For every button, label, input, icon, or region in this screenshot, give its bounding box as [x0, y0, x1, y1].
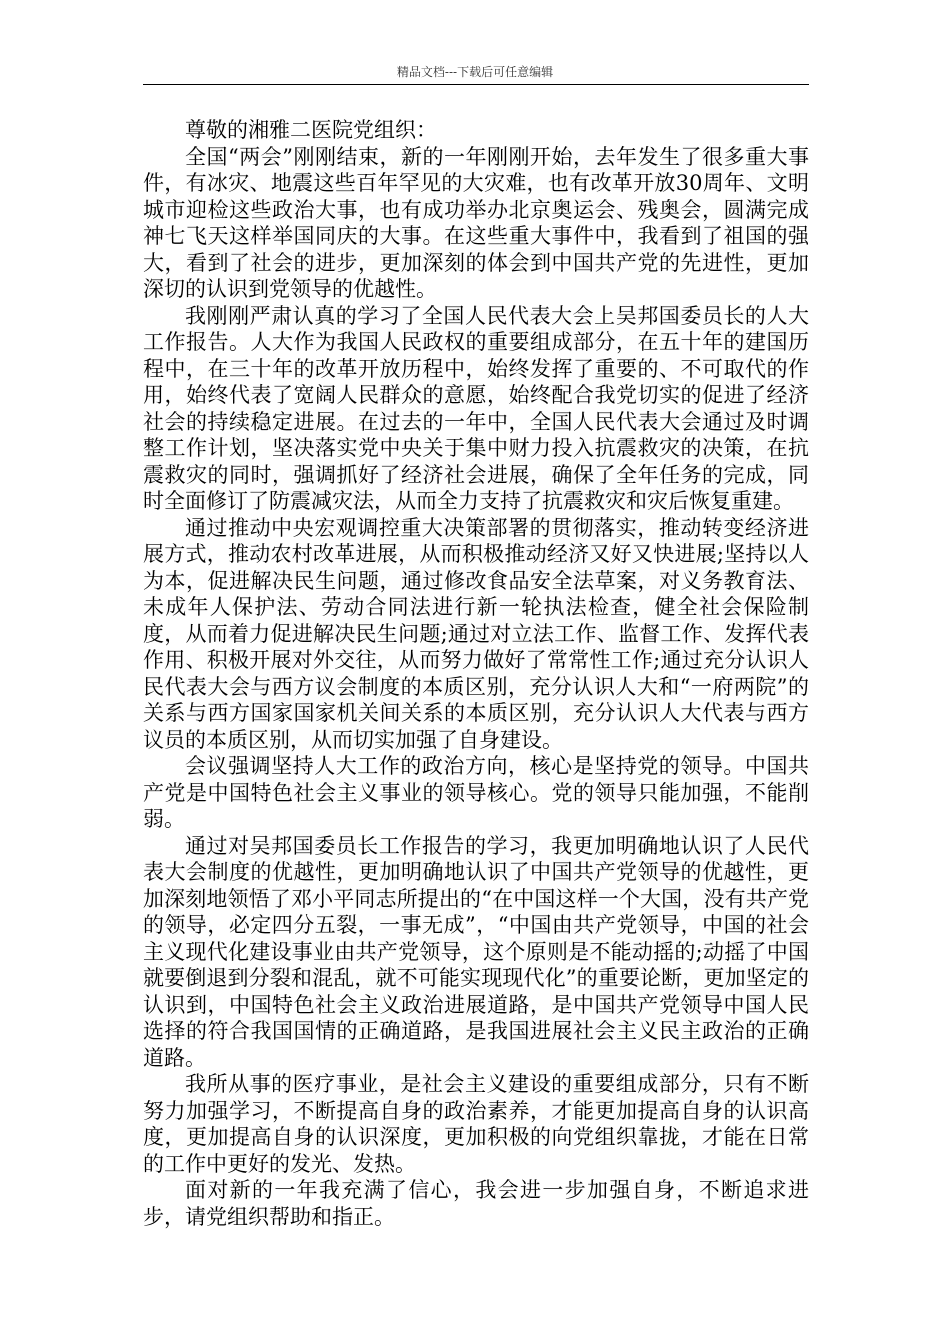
paragraph: 通过对吴邦国委员长工作报告的学习，我更加明确地认识了人民代表大会制度的优越性，更加明确地认识了中国共产党领导的优越性，更加深刻地领悟了邓小平同志所提出的“在中国这样一个大国，没有共产党的领导，必定四分五裂，一事无成”，“中国由共产党领导，中国的社会主义现代化建设事业由共产党领导，这个原则是不能动摇的;动摇了中国就要倒退到分裂和混乱，就不可能实现现代化”的重要论断，更加坚定的认识到，中国特色社会主义政治进展道路，是中国共产党领导中国人民选择的符合我国国情的正确道路，是我国进展社会主义民主政治的正确道路。 [143, 833, 809, 1070]
paragraph: 我刚刚严肃认真的学习了全国人民代表大会上吴邦国委员长的人大工作报告。人大作为我国人民政权的重要组成部分，在五十年的建国历程中，在三十年的改革开放历程中，始终发挥了重要的、不可取代的作用，始终代表了宽阔人民群众的意愿，始终配合我党切实的促进了经济社会的持续稳定进展。在过去的一年中，全国人民代表大会通过及时调整工作计划，坚决落实党中央关于集中财力投入抗震救灾的决策，在抗震救灾的同时，强调抓好了经济社会进展，确保了全年任务的完成，同时全面修订了防震减灾法，从而全力支持了抗震救灾和灾后恢复重建。 [143, 303, 809, 513]
document-body [143, 117, 809, 1230]
paragraph: 我所从事的医疗事业，是社会主义建设的重要组成部分，只有不断努力加强学习，不断提高自身的政治素养，才能更加提高自身的认识高度，更加提高自身的认识深度，更加积极的向党组织靠拢，才能在日常的工作中更好的发光、发热。 [143, 1072, 809, 1176]
paragraph: 通过推动中央宏观调控重大决策部署的贯彻落实，推动转变经济进展方式，推动农村改革进展，从而积极推动经济又好又快进展;坚持以人为本，促进解决民生问题，通过修改食品安全法草案，对义务教育法、未成年人保护法、劳动合同法进行新一轮执法检查，健全社会保险制度，从而着力促进解决民生问题;通过对立法工作、监督工作、发挥代表作用、积极开展对外交往，从而努力做好了常常性工作;通过充分认识人民代表大会与西方议会制度的本质区别，充分认识人大和“一府两院”的关系与西方国家国家机关间关系的本质区别，充分认识人大代表与西方议员的本质区别，从而切实加强了自身建设。 [143, 515, 809, 752]
salutation: 尊敬的湘雅二医院党组织： [185, 118, 437, 142]
paragraph: 面对新的一年我充满了信心，我会进一步加强自身，不断追求进步，请党组织帮助和指正。 [143, 1178, 809, 1229]
paragraph: 全国“两会”刚刚结束，新的一年刚刚开始，去年发生了很多重大事件，有冰灾、地震这些百年罕见的大灾难，也有改革开放30周年、文明城市迎检这些政治大事，也有成功举办北京奥运会、残奥会，圆满完成神七飞天这样举国同庆的大事。在这些重大事件中，我看到了祖国的强大，看到了社会的进步，更加深刻的体会到中国共产党的先进性，更加深切的认识到党领导的优越性。 [143, 144, 809, 301]
page-header: 精品文档---下载后可任意编辑 [396, 65, 554, 79]
header-divider [143, 84, 809, 85]
paragraph: 会议强调坚持人大工作的政治方向，核心是坚持党的领导。中国共产党是中国特色社会主义事业的领导核心。党的领导只能加强，不能削弱。 [143, 754, 809, 831]
